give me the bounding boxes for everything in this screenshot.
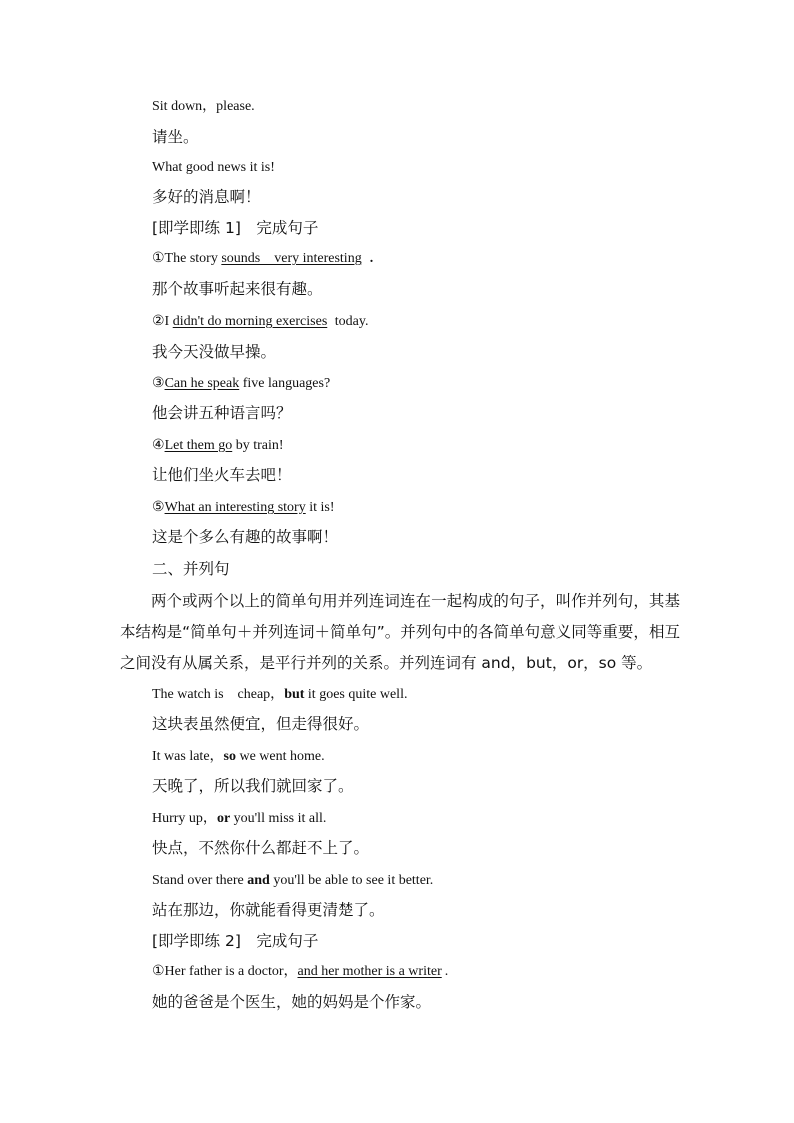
section-paragraph: 两个或两个以上的简单句用并列连词连在一起构成的句子，叫作并列句，其基本结构是“简单句＋并列连词＋简单句”。并列句中的各简单句意义同等重要，相互之间没有从属关系，是平行并列的关系。并列连词有 and，but，or，so 等。 [120,592,680,672]
exercise-translation: 那个故事听起来很有趣。 [152,280,323,298]
example-sentence-zh: 多好的消息啊！ [152,188,261,206]
sentence-part: we went home. [235,749,325,764]
sentence-part: it goes quite well. [304,687,408,702]
example-sentence-en [152,750,325,764]
sentence-part: Stand over there [152,873,248,888]
exercise-translation: 她的爸爸是个医生，她的妈妈是个作家。 [152,993,432,1011]
sentence-part: It was late， [152,749,224,764]
example-sentence-en: Sit down，please. [152,99,255,114]
example-sentence-en [152,688,407,702]
conjunction: and [247,873,270,888]
exercise-translation: 他会讲五种语言吗？ [152,404,292,422]
conjunction: but [284,687,305,702]
exercise-item-4 [152,439,284,453]
exercise-heading-1: [即学即练 1] 完成句子 [152,219,319,237]
exercise-item-5 [152,501,334,515]
exercise-heading-2: [即学即练 2] 完成句子 [152,932,319,950]
exercise-prefix: ③ [152,376,165,391]
example-sentence-zh: 快点，不然你什么都赶不上了。 [152,839,370,857]
example-sentence-en: What good news it is! [152,160,275,175]
exercise-suffix: . [369,251,374,266]
exercise-item-3 [152,377,330,391]
exercise-item-1 [152,252,373,266]
exercise-prefix: ②I [152,314,173,329]
exercise-answer: What an interesting story [164,500,306,515]
conjunction: or [216,811,231,826]
example-sentence-en [152,812,326,826]
exercise-translation: 我今天没做早操。 [152,343,277,361]
exercise-translation: 这是个多么有趣的故事啊！ [152,528,339,546]
example-sentence-en [152,874,433,888]
example-sentence-zh: 请坐。 [152,128,199,146]
example-sentence-zh: 这块表虽然便宜，但走得很好。 [152,715,370,733]
sentence-part: Hurry up， [152,811,217,826]
sentence-part: The watch is cheap， [152,687,285,702]
example-sentence-zh: 站在那边，你就能看得更清楚了。 [152,901,385,919]
exercise-prefix: ⑤ [152,500,165,515]
exercise-prefix: ④ [152,438,165,453]
exercise-suffix: today. [331,314,369,329]
exercise-item-6 [152,965,448,979]
exercise-answer: didn't do morning exercises [172,314,328,329]
sentence-part: you'll miss it all. [230,811,327,826]
exercise-prefix: ①The story [152,251,222,266]
exercise-answer: Can he speak [164,376,240,391]
conjunction: so [223,749,236,764]
exercise-answer: Let them go [164,438,233,453]
section-heading: 二、并列句 [152,560,230,578]
exercise-suffix: five languages? [239,376,331,391]
exercise-item-2 [152,315,368,329]
exercise-prefix: ①Her father is a doctor， [152,964,298,979]
example-sentence-zh: 天晚了，所以我们就回家了。 [152,777,354,795]
exercise-answer: sounds very interesting [221,251,362,266]
sentence-part: you'll be able to see it better. [269,873,434,888]
exercise-translation: 让他们坐火车去吧！ [152,466,292,484]
exercise-suffix: by train! [232,438,284,453]
exercise-answer: and her mother is a writer [297,964,442,979]
exercise-suffix: it is! [305,500,335,515]
exercise-suffix: . [444,964,449,979]
